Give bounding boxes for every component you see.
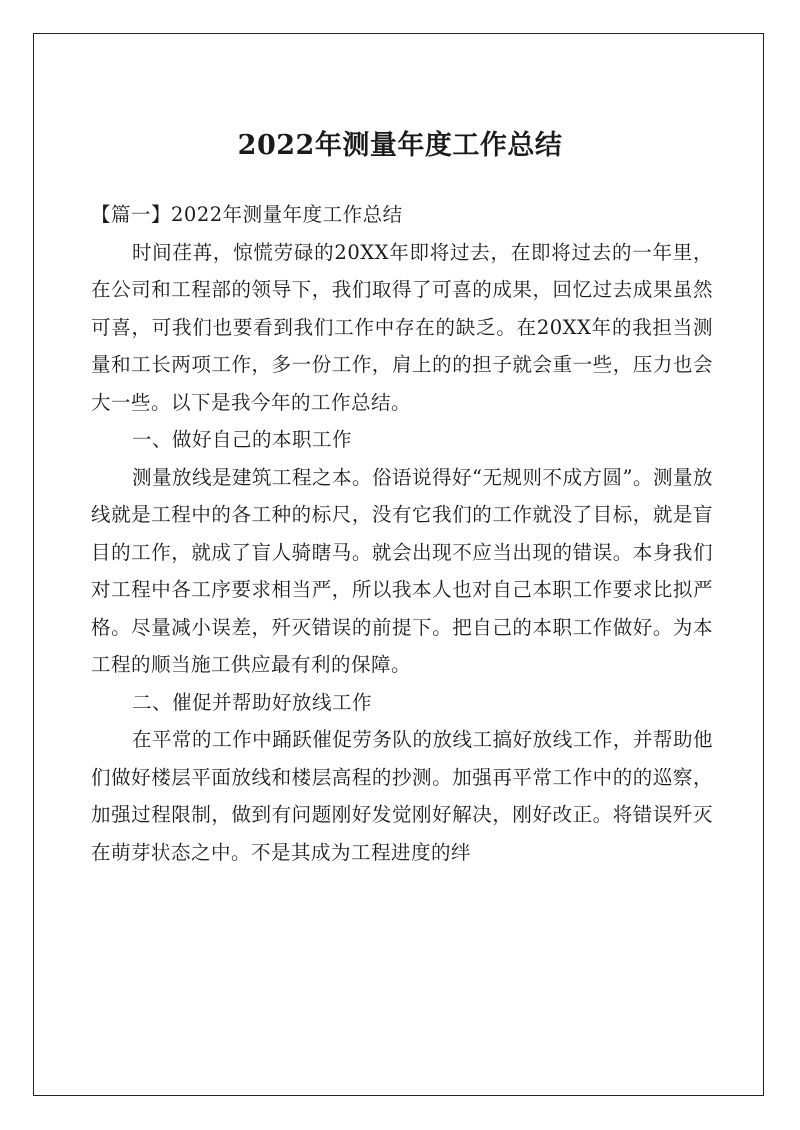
subheading-two: 二、催促并帮助好放线工作: [131, 690, 372, 714]
subheading-one: 一、做好自己的本职工作: [131, 428, 352, 451]
document-body: [91, 196, 713, 871]
body-paragraph-one: 测量放线是建筑工程之本。俗语说得好“无规则不成方圆”。测量放线就是工程中的各工种的标尺，没有它我们的工作就没了目标，就是盲目的工作，就成了盲人骑瞎马。就会出现不应当出现的错误。本身我们对工程中各工序要求相当严，所以我本人也对自己本职工作要求比拟严格。尽量减小误差，歼灭错误的前提下。把自己的本职工作做好。为本工程的顺当施工供应最有利的保障。: [91, 465, 713, 676]
body-paragraph-two: 在平常的工作中踊跃催促劳务队的放线工搞好放线工作，并帮助他们做好楼层平面放线和楼层高程的抄测。加强再平常工作中的的巡察，加强过程限制，做到有问题刚好发觉刚好解决，刚好改正。将错误歼灭在萌芽状态之中。不是其成为工程进度的绊: [91, 728, 713, 864]
document-title: 2022年测量年度工作总结: [237, 130, 563, 161]
section-heading-part-one: 【篇一】2022年测量年度工作总结: [91, 203, 403, 226]
intro-paragraph: 时间荏苒，惊慌劳碌的20XX年即将过去，在即将过去的一年里，在公司和工程部的领导下，我们取得了可喜的成果，回忆过去成果虽然可喜，可我们也要看到我们工作中存在的缺乏。在20XX年的我担当测量和工长两项工作，多一份工作，肩上的的担子就会重一些，压力也会大一些。以下是我今年的工作总结。: [91, 240, 713, 414]
